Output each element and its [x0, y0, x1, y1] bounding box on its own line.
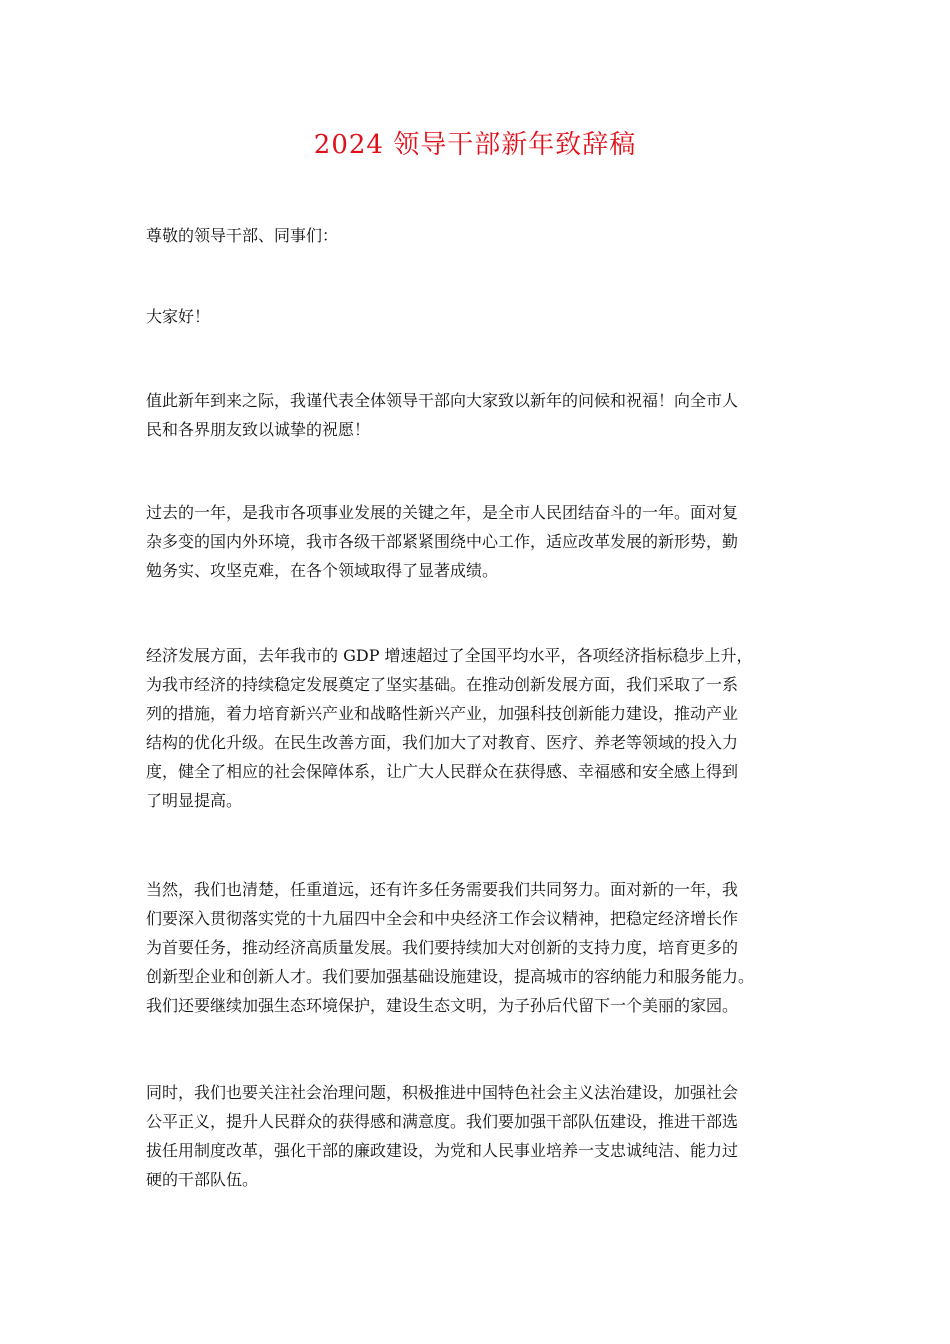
paragraph-tasks-ahead: [146, 875, 806, 1020]
text-line: 勉务实、攻坚克难，在各个领域取得了显著成绩。: [146, 561, 499, 580]
text-line: 值此新年到来之际，我谨代表全体领导干部向大家致以新年的问候和祝福！向全市人: [146, 391, 739, 410]
text-line: 度，健全了相应的社会保障体系，让广大人民群众在获得感、幸福感和安全感上得到: [146, 762, 739, 781]
paragraph-greeting: [146, 302, 806, 331]
text-line: 尊敬的领导干部、同事们：: [146, 226, 339, 245]
text-line: 拔任用制度改革，强化干部的廉政建设，为党和人民事业培养一支忠诚纯洁、能力过: [146, 1141, 739, 1160]
text-line: 列的措施，着力培育新兴产业和战略性新兴产业，加强科技创新能力建设，推动产业: [146, 704, 739, 723]
text-line: 民和各界朋友致以诚挚的祝愿！: [146, 420, 371, 439]
text-line: 硬的干部队伍。: [146, 1170, 259, 1189]
text-line: 结构的优化升级。在民生改善方面，我们加大了对教育、医疗、养老等领域的投入力: [146, 733, 739, 752]
text-line: 了明显提高。: [146, 791, 243, 810]
text-line: 同时，我们也要关注社会治理问题，积极推进中国特色社会主义法治建设，加强社会: [146, 1083, 739, 1102]
text-line: 为我市经济的持续稳定发展奠定了坚实基础。在推动创新发展方面，我们采取了一系: [146, 675, 739, 694]
document-title: 2024 领导干部新年致辞稿: [313, 130, 637, 160]
text-line: 当然，我们也清楚，任重道远，还有许多任务需要我们共同努力。面对新的一年，我: [146, 880, 739, 899]
paragraph-past-year: [146, 498, 806, 585]
paragraph-new-year-wishes: [146, 386, 806, 444]
paragraph-economy: [146, 641, 806, 815]
text-line: 杂多变的国内外环境，我市各级干部紧紧围绕中心工作，适应改革发展的新形势，勤: [146, 532, 739, 551]
paragraph-salutation: [146, 221, 806, 250]
text-line: 经济发展方面，去年我市的 GDP 增速超过了全国平均水平，各项经济指标稳步上升，: [146, 646, 753, 665]
text-line: 们要深入贯彻落实党的十九届四中全会和中央经济工作会议精神，把稳定经济增长作: [146, 909, 739, 928]
text-line: 我们还要继续加强生态环境保护，建设生态文明，为子孙后代留下一个美丽的家园。: [146, 996, 739, 1015]
text-line: 为首要任务，推动经济高质量发展。我们要持续加大对创新的支持力度，培育更多的: [146, 938, 739, 957]
text-line: 过去的一年，是我市各项事业发展的关键之年，是全市人民团结奋斗的一年。面对复: [146, 503, 739, 522]
paragraph-governance: [146, 1078, 806, 1194]
text-line: 大家好！: [146, 307, 211, 326]
text-line: 公平正义，提升人民群众的获得感和满意度。我们要加强干部队伍建设，推进干部选: [146, 1112, 739, 1131]
text-line: 创新型企业和创新人才。我们要加强基础设施建设，提高城市的容纳能力和服务能力。: [146, 967, 755, 986]
